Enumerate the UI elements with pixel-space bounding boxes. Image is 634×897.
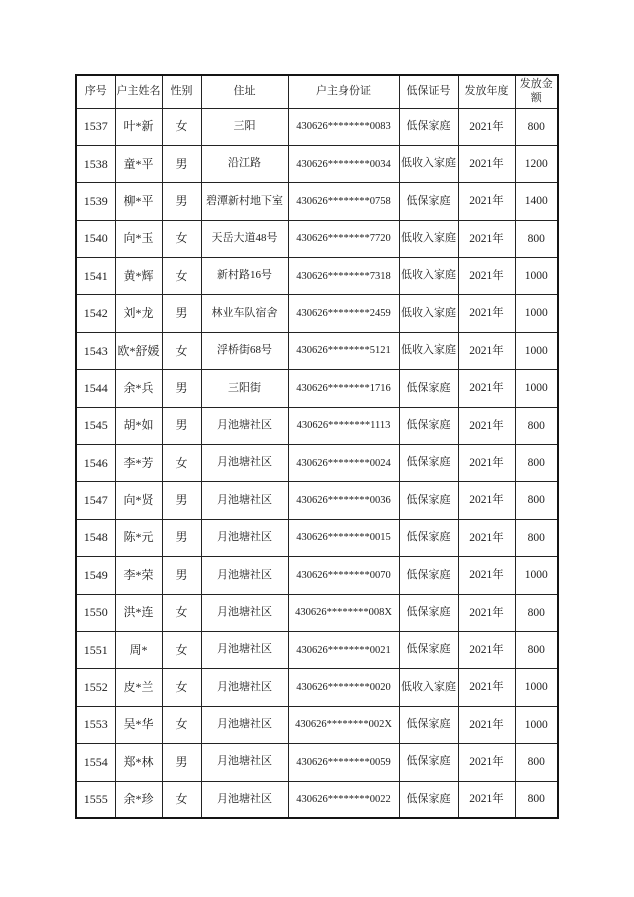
cell-id: 430626********0024 xyxy=(288,445,399,482)
cell-year: 2021年 xyxy=(458,669,515,706)
cell-cert: 低保家庭 xyxy=(399,594,458,631)
table-row xyxy=(76,669,558,706)
cell-name: 刘*龙 xyxy=(115,295,162,332)
cell-gender: 男 xyxy=(162,519,201,556)
table-sheet xyxy=(75,74,559,819)
cell-name: 周* xyxy=(115,631,162,668)
cell-amount: 1200 xyxy=(515,145,558,182)
cell-id: 430626********0021 xyxy=(288,631,399,668)
cell-amount: 1000 xyxy=(515,258,558,295)
table-row xyxy=(76,445,558,482)
cell-cert: 低保家庭 xyxy=(399,183,458,220)
table-row xyxy=(76,220,558,257)
cell-amount: 1000 xyxy=(515,706,558,743)
cell-amount: 1000 xyxy=(515,370,558,407)
cell-gender: 女 xyxy=(162,445,201,482)
cell-name: 余*珍 xyxy=(115,781,162,818)
cell-seq: 1538 xyxy=(76,145,115,182)
cell-cert: 低保家庭 xyxy=(399,519,458,556)
cell-year: 2021年 xyxy=(458,220,515,257)
cell-gender: 女 xyxy=(162,781,201,818)
cell-year: 2021年 xyxy=(458,183,515,220)
cell-address: 新村路16号 xyxy=(201,258,288,295)
cell-gender: 男 xyxy=(162,295,201,332)
cell-cert: 低保家庭 xyxy=(399,557,458,594)
cell-seq: 1550 xyxy=(76,594,115,631)
cell-name: 胡*如 xyxy=(115,407,162,444)
table-head xyxy=(76,75,558,108)
cell-amount: 800 xyxy=(515,519,558,556)
cell-seq: 1542 xyxy=(76,295,115,332)
cell-year: 2021年 xyxy=(458,781,515,818)
cell-year: 2021年 xyxy=(458,332,515,369)
cell-cert: 低保家庭 xyxy=(399,370,458,407)
cell-address: 月池塘社区 xyxy=(201,594,288,631)
cell-id: 430626********008X xyxy=(288,594,399,631)
cell-cert: 低保家庭 xyxy=(399,706,458,743)
cell-cert: 低收入家庭 xyxy=(399,332,458,369)
cell-address: 月池塘社区 xyxy=(201,669,288,706)
cell-amount: 1000 xyxy=(515,332,558,369)
cell-amount: 1000 xyxy=(515,557,558,594)
cell-seq: 1547 xyxy=(76,482,115,519)
cell-seq: 1548 xyxy=(76,519,115,556)
col-header-gender: 性别 xyxy=(162,75,201,108)
cell-year: 2021年 xyxy=(458,258,515,295)
cell-address: 浮桥街68号 xyxy=(201,332,288,369)
cell-amount: 800 xyxy=(515,482,558,519)
col-header-name: 户主姓名 xyxy=(115,75,162,108)
col-header-cert: 低保证号 xyxy=(399,75,458,108)
cell-amount: 800 xyxy=(515,220,558,257)
col-header-address: 住址 xyxy=(201,75,288,108)
cell-seq: 1555 xyxy=(76,781,115,818)
cell-name: 柳*平 xyxy=(115,183,162,220)
cell-gender: 男 xyxy=(162,370,201,407)
table-row xyxy=(76,781,558,818)
cell-gender: 男 xyxy=(162,407,201,444)
cell-year: 2021年 xyxy=(458,407,515,444)
cell-name: 黄*辉 xyxy=(115,258,162,295)
cell-cert: 低收入家庭 xyxy=(399,669,458,706)
cell-address: 月池塘社区 xyxy=(201,519,288,556)
cell-amount: 800 xyxy=(515,781,558,818)
cell-id: 430626********0758 xyxy=(288,183,399,220)
cell-name: 吴*华 xyxy=(115,706,162,743)
cell-seq: 1546 xyxy=(76,445,115,482)
cell-amount: 800 xyxy=(515,445,558,482)
cell-address: 月池塘社区 xyxy=(201,781,288,818)
cell-cert: 低保家庭 xyxy=(399,781,458,818)
cell-year: 2021年 xyxy=(458,594,515,631)
cell-seq: 1544 xyxy=(76,370,115,407)
cell-id: 430626********2459 xyxy=(288,295,399,332)
cell-name: 向*玉 xyxy=(115,220,162,257)
cell-amount: 800 xyxy=(515,744,558,781)
cell-amount: 800 xyxy=(515,631,558,668)
cell-year: 2021年 xyxy=(458,482,515,519)
cell-name: 叶*新 xyxy=(115,108,162,145)
col-header-seq: 序号 xyxy=(76,75,115,108)
cell-id: 430626********1716 xyxy=(288,370,399,407)
cell-name: 洪*连 xyxy=(115,594,162,631)
cell-gender: 女 xyxy=(162,108,201,145)
cell-seq: 1552 xyxy=(76,669,115,706)
cell-address: 月池塘社区 xyxy=(201,407,288,444)
cell-gender: 女 xyxy=(162,594,201,631)
cell-amount: 1000 xyxy=(515,295,558,332)
cell-gender: 女 xyxy=(162,706,201,743)
cell-cert: 低收入家庭 xyxy=(399,220,458,257)
table-row xyxy=(76,744,558,781)
table-row xyxy=(76,557,558,594)
cell-gender: 男 xyxy=(162,482,201,519)
cell-name: 余*兵 xyxy=(115,370,162,407)
cell-name: 皮*兰 xyxy=(115,669,162,706)
cell-amount: 1400 xyxy=(515,183,558,220)
cell-seq: 1553 xyxy=(76,706,115,743)
cell-gender: 女 xyxy=(162,631,201,668)
cell-gender: 男 xyxy=(162,183,201,220)
cell-gender: 男 xyxy=(162,557,201,594)
cell-amount: 1000 xyxy=(515,669,558,706)
cell-year: 2021年 xyxy=(458,445,515,482)
table-body xyxy=(76,108,558,818)
cell-id: 430626********0034 xyxy=(288,145,399,182)
cell-address: 月池塘社区 xyxy=(201,706,288,743)
cell-cert: 低保家庭 xyxy=(399,631,458,668)
cell-address: 天岳大道48号 xyxy=(201,220,288,257)
table-row xyxy=(76,370,558,407)
cell-cert: 低保家庭 xyxy=(399,482,458,519)
cell-address: 三阳街 xyxy=(201,370,288,407)
cell-cert: 低收入家庭 xyxy=(399,295,458,332)
cell-id: 430626********0070 xyxy=(288,557,399,594)
cell-name: 向*贤 xyxy=(115,482,162,519)
cell-amount: 800 xyxy=(515,407,558,444)
cell-name: 李*芳 xyxy=(115,445,162,482)
cell-address: 月池塘社区 xyxy=(201,482,288,519)
table-row xyxy=(76,183,558,220)
cell-gender: 女 xyxy=(162,332,201,369)
table-row xyxy=(76,295,558,332)
cell-gender: 男 xyxy=(162,145,201,182)
cell-year: 2021年 xyxy=(458,631,515,668)
cell-address: 沿江路 xyxy=(201,145,288,182)
cell-gender: 女 xyxy=(162,669,201,706)
cell-cert: 低收入家庭 xyxy=(399,258,458,295)
cell-amount: 800 xyxy=(515,594,558,631)
cell-address: 月池塘社区 xyxy=(201,445,288,482)
cell-id: 430626********0020 xyxy=(288,669,399,706)
cell-year: 2021年 xyxy=(458,145,515,182)
col-header-year: 发放年度 xyxy=(458,75,515,108)
cell-address: 月池塘社区 xyxy=(201,744,288,781)
cell-name: 童*平 xyxy=(115,145,162,182)
table-row xyxy=(76,482,558,519)
cell-year: 2021年 xyxy=(458,744,515,781)
table-row xyxy=(76,519,558,556)
table-row xyxy=(76,631,558,668)
cell-id: 430626********0015 xyxy=(288,519,399,556)
cell-year: 2021年 xyxy=(458,370,515,407)
cell-seq: 1541 xyxy=(76,258,115,295)
cell-id: 430626********7318 xyxy=(288,258,399,295)
cell-name: 陈*元 xyxy=(115,519,162,556)
cell-id: 430626********5121 xyxy=(288,332,399,369)
cell-address: 月池塘社区 xyxy=(201,557,288,594)
cell-id: 430626********002X xyxy=(288,706,399,743)
cell-seq: 1540 xyxy=(76,220,115,257)
cell-address: 月池塘社区 xyxy=(201,631,288,668)
cell-id: 430626********0059 xyxy=(288,744,399,781)
cell-id: 430626********1113 xyxy=(288,407,399,444)
col-header-amount: 发放金额 xyxy=(515,75,558,108)
cell-year: 2021年 xyxy=(458,295,515,332)
cell-name: 李*荣 xyxy=(115,557,162,594)
cell-cert: 低保家庭 xyxy=(399,445,458,482)
cell-year: 2021年 xyxy=(458,108,515,145)
cell-gender: 女 xyxy=(162,258,201,295)
table-row xyxy=(76,145,558,182)
cell-id: 430626********0022 xyxy=(288,781,399,818)
benefits-table xyxy=(75,74,559,819)
cell-seq: 1537 xyxy=(76,108,115,145)
cell-year: 2021年 xyxy=(458,706,515,743)
cell-seq: 1551 xyxy=(76,631,115,668)
cell-id: 430626********0083 xyxy=(288,108,399,145)
cell-cert: 低保家庭 xyxy=(399,407,458,444)
cell-address: 三阳 xyxy=(201,108,288,145)
cell-seq: 1554 xyxy=(76,744,115,781)
cell-year: 2021年 xyxy=(458,519,515,556)
cell-seq: 1539 xyxy=(76,183,115,220)
cell-seq: 1549 xyxy=(76,557,115,594)
table-row xyxy=(76,108,558,145)
table-row xyxy=(76,594,558,631)
cell-name: 郑*林 xyxy=(115,744,162,781)
cell-cert: 低保家庭 xyxy=(399,108,458,145)
cell-id: 430626********7720 xyxy=(288,220,399,257)
cell-name: 欧*舒媛 xyxy=(115,332,162,369)
table-row xyxy=(76,258,558,295)
cell-gender: 男 xyxy=(162,744,201,781)
col-header-id: 户主身份证 xyxy=(288,75,399,108)
cell-id: 430626********0036 xyxy=(288,482,399,519)
cell-cert: 低保家庭 xyxy=(399,744,458,781)
cell-amount: 800 xyxy=(515,108,558,145)
header-row xyxy=(76,75,558,108)
cell-address: 碧潭新村地下室 xyxy=(201,183,288,220)
table-row xyxy=(76,706,558,743)
cell-cert: 低收入家庭 xyxy=(399,145,458,182)
table-row xyxy=(76,407,558,444)
cell-seq: 1545 xyxy=(76,407,115,444)
table-row xyxy=(76,332,558,369)
cell-year: 2021年 xyxy=(458,557,515,594)
cell-address: 林业车队宿舍 xyxy=(201,295,288,332)
cell-gender: 女 xyxy=(162,220,201,257)
cell-seq: 1543 xyxy=(76,332,115,369)
